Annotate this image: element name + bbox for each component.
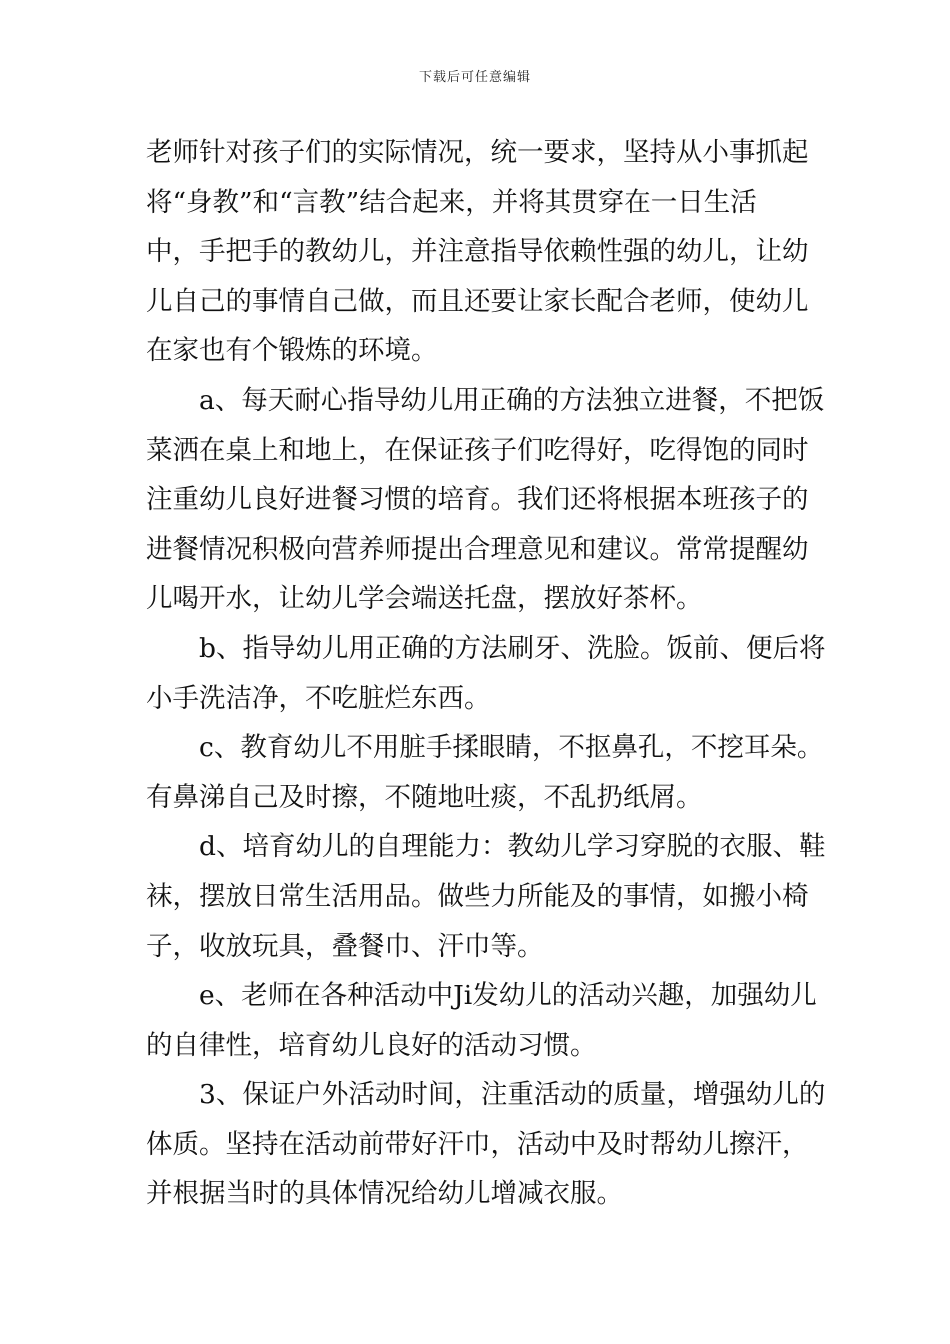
text-line: 并根据当时的具体情况给幼儿增减衣服。 (146, 1178, 623, 1210)
text-line: 老师针对孩子们的实际情况，统一要求，坚持从小事抓起 (146, 137, 809, 168)
document-body (146, 128, 826, 1219)
text-line: 体质。坚持在活动前带好汗巾，活动中及时帮幼儿擦汗， (146, 1128, 809, 1160)
text-line: 子，收放玩具，叠餐巾、汗巾等。 (146, 930, 544, 962)
text-line: 小手洗洁净，不吃脏烂东西。 (146, 682, 491, 714)
text-line: 菜洒在桌上和地上，在保证孩子们吃得好，吃得饱的同时 (146, 434, 809, 466)
text-line: 儿自己的事情自己做，而且还要让家长配合老师，使幼儿 (146, 285, 809, 317)
text-line: 将“身教”和“言教”结合起来，并将其贯穿在一日生活 (146, 186, 757, 218)
text-line: d、培育幼儿的自理能力：教幼儿学习穿脱的衣服、鞋 (199, 831, 826, 863)
text-line: 在家也有个锻炼的环境。 (146, 335, 438, 367)
text-line: 有鼻涕自己及时擦，不随地吐痰，不乱扔纸屑。 (146, 781, 703, 813)
text-line: 中，手把手的教幼儿，并注意指导依赖性强的幼儿，让幼 (146, 236, 809, 268)
page-header-note: 下载后可任意编辑 (418, 70, 531, 85)
text-line: e、老师在各种活动中Ji发幼儿的活动兴趣，加强幼儿 (199, 980, 817, 1012)
text-line: 注重幼儿良好进餐习惯的培育。我们还将根据本班孩子的 (146, 484, 809, 516)
text-line: 3、保证户外活动时间，注重活动的质量，增强幼儿的 (199, 1079, 826, 1111)
text-line: b、指导幼儿用正确的方法刷牙、洗脸。饭前、便后将 (199, 632, 826, 664)
text-line: 的自律性，培育幼儿良好的活动习惯。 (146, 1029, 597, 1061)
text-line: a、每天耐心指导幼儿用正确的方法独立进餐，不把饭 (199, 384, 825, 416)
text-line: c、教育幼儿不用脏手揉眼睛，不抠鼻孔，不挖耳朵。 (199, 732, 824, 764)
text-line: 儿喝开水，让幼儿学会端送托盘，摆放好茶杯。 (146, 583, 703, 615)
text-line: 进餐情况积极向营养师提出合理意见和建议。常常提醒幼 (146, 533, 809, 565)
text-line: 袜，摆放日常生活用品。做些力所能及的事情，如搬小椅 (146, 880, 809, 912)
